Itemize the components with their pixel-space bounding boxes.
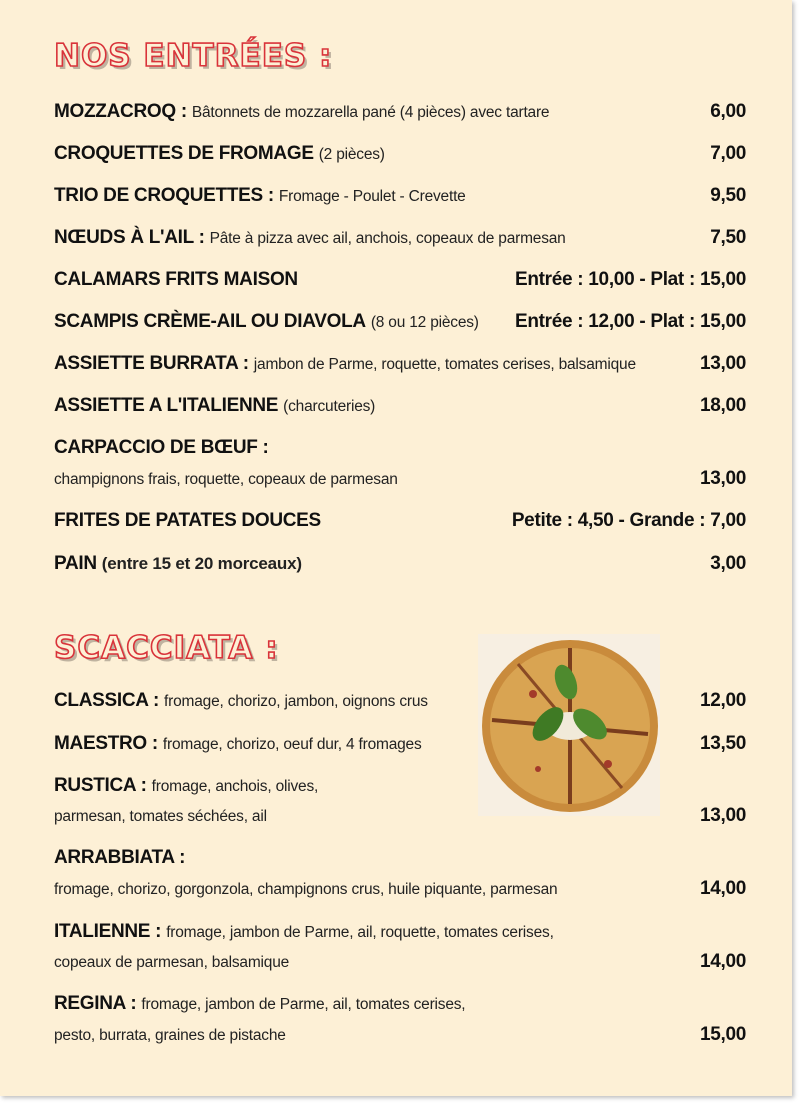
item-name: CROQUETTES DE FROMAGE	[54, 143, 314, 164]
item-description: pesto, burrata, graines de pistache	[54, 1027, 286, 1044]
item-name: REGINA :	[54, 993, 137, 1014]
item-price: 13,00	[699, 805, 746, 826]
item-price: 14,00	[699, 878, 746, 899]
item-name: ASSIETTE BURRATA :	[54, 353, 249, 374]
menu-item	[54, 143, 746, 165]
item-description: (entre 15 et 20 morceaux)	[101, 554, 302, 573]
menu-item	[54, 185, 746, 207]
item-price: 13,50	[699, 733, 746, 754]
menu-item	[54, 921, 746, 943]
item-name: ITALIENNE :	[54, 921, 162, 942]
menu-item	[54, 101, 746, 123]
menu-item-continuation	[54, 805, 746, 827]
item-name: MAESTRO :	[54, 733, 158, 754]
item-description: copeaux de parmesan, balsamique	[54, 954, 290, 971]
menu-item	[54, 510, 746, 532]
menu-item	[54, 553, 746, 575]
menu-item-continuation	[54, 468, 746, 490]
item-name: MOZZACROQ :	[54, 101, 187, 122]
item-price: 15,00	[699, 1024, 746, 1045]
item-name: SCAMPIS CRÈME-AIL OU DIAVOLA	[54, 311, 366, 332]
menu-item	[54, 775, 746, 797]
item-name: FRITES DE PATATES DOUCES	[54, 510, 321, 531]
item-description: fromage, jambon de Parme, ail, roquette, tomates cerises,	[166, 924, 554, 941]
item-price: 9,50	[710, 185, 746, 206]
item-name: PAIN	[54, 553, 97, 574]
menu-item	[54, 227, 746, 249]
menu-item	[54, 847, 746, 869]
item-description: jambon de Parme, roquette, tomates cerises, balsamique	[253, 356, 636, 373]
menu-item-continuation	[54, 1024, 746, 1046]
item-price: 14,00	[699, 951, 746, 972]
item-name: NŒUDS À L'AIL :	[54, 227, 205, 248]
entrees-heading: NOS ENTRÉES :	[54, 38, 333, 74]
menu-item	[54, 690, 746, 712]
item-description: fromage, jambon de Parme, ail, tomates cerises,	[141, 996, 466, 1013]
item-name: CLASSICA :	[54, 690, 160, 711]
item-description: fromage, chorizo, oeuf dur, 4 fromages	[162, 736, 422, 753]
menu-item	[54, 437, 746, 459]
item-description: fromage, chorizo, jambon, oignons crus	[164, 693, 428, 710]
item-price: 7,00	[710, 143, 746, 164]
item-price: 18,00	[699, 395, 746, 416]
item-name: CALAMARS FRITS MAISON	[54, 269, 298, 290]
item-price: 12,00	[699, 690, 746, 711]
item-name: CARPACCIO DE BŒUF :	[54, 437, 269, 458]
menu-item	[54, 395, 746, 417]
menu-item	[54, 311, 746, 333]
item-name: RUSTICA :	[54, 775, 147, 796]
item-description: (8 ou 12 pièces)	[370, 314, 479, 331]
item-name: ARRABBIATA :	[54, 847, 186, 868]
item-price: 3,00	[710, 553, 746, 574]
item-price: 7,50	[710, 227, 746, 248]
menu-item-continuation	[54, 951, 746, 973]
item-price: 13,00	[699, 353, 746, 374]
item-price: Petite : 4,50 - Grande : 7,00	[511, 510, 746, 531]
scacciata-heading: SCACCIATA :	[54, 630, 279, 666]
item-description: champignons frais, roquette, copeaux de parmesan	[54, 471, 398, 488]
item-price: Entrée : 10,00 - Plat : 15,00	[514, 269, 746, 290]
menu-item	[54, 993, 746, 1015]
item-description: Bâtonnets de mozzarella pané (4 pièces) avec tartare	[191, 104, 550, 121]
item-description: fromage, chorizo, gorgonzola, champignons crus, huile piquante, parmesan	[54, 881, 558, 898]
item-price: 6,00	[710, 101, 746, 122]
item-description: parmesan, tomates séchées, ail	[54, 808, 267, 825]
menu-item	[54, 733, 746, 755]
item-price: Entrée : 12,00 - Plat : 15,00	[514, 311, 746, 332]
item-name: TRIO DE CROQUETTES :	[54, 185, 274, 206]
item-description: Fromage - Poulet - Crevette	[278, 188, 466, 205]
item-description: (charcuteries)	[283, 398, 376, 415]
menu-item	[54, 353, 746, 375]
item-description: Pâte à pizza avec ail, anchois, copeaux de parmesan	[209, 230, 566, 247]
menu-item-continuation	[54, 878, 746, 900]
item-price: 13,00	[699, 468, 746, 489]
menu-item	[54, 269, 746, 291]
item-description: fromage, anchois, olives,	[151, 778, 319, 795]
item-name: ASSIETTE A L'ITALIENNE	[54, 395, 279, 416]
item-description: (2 pièces)	[318, 146, 385, 163]
